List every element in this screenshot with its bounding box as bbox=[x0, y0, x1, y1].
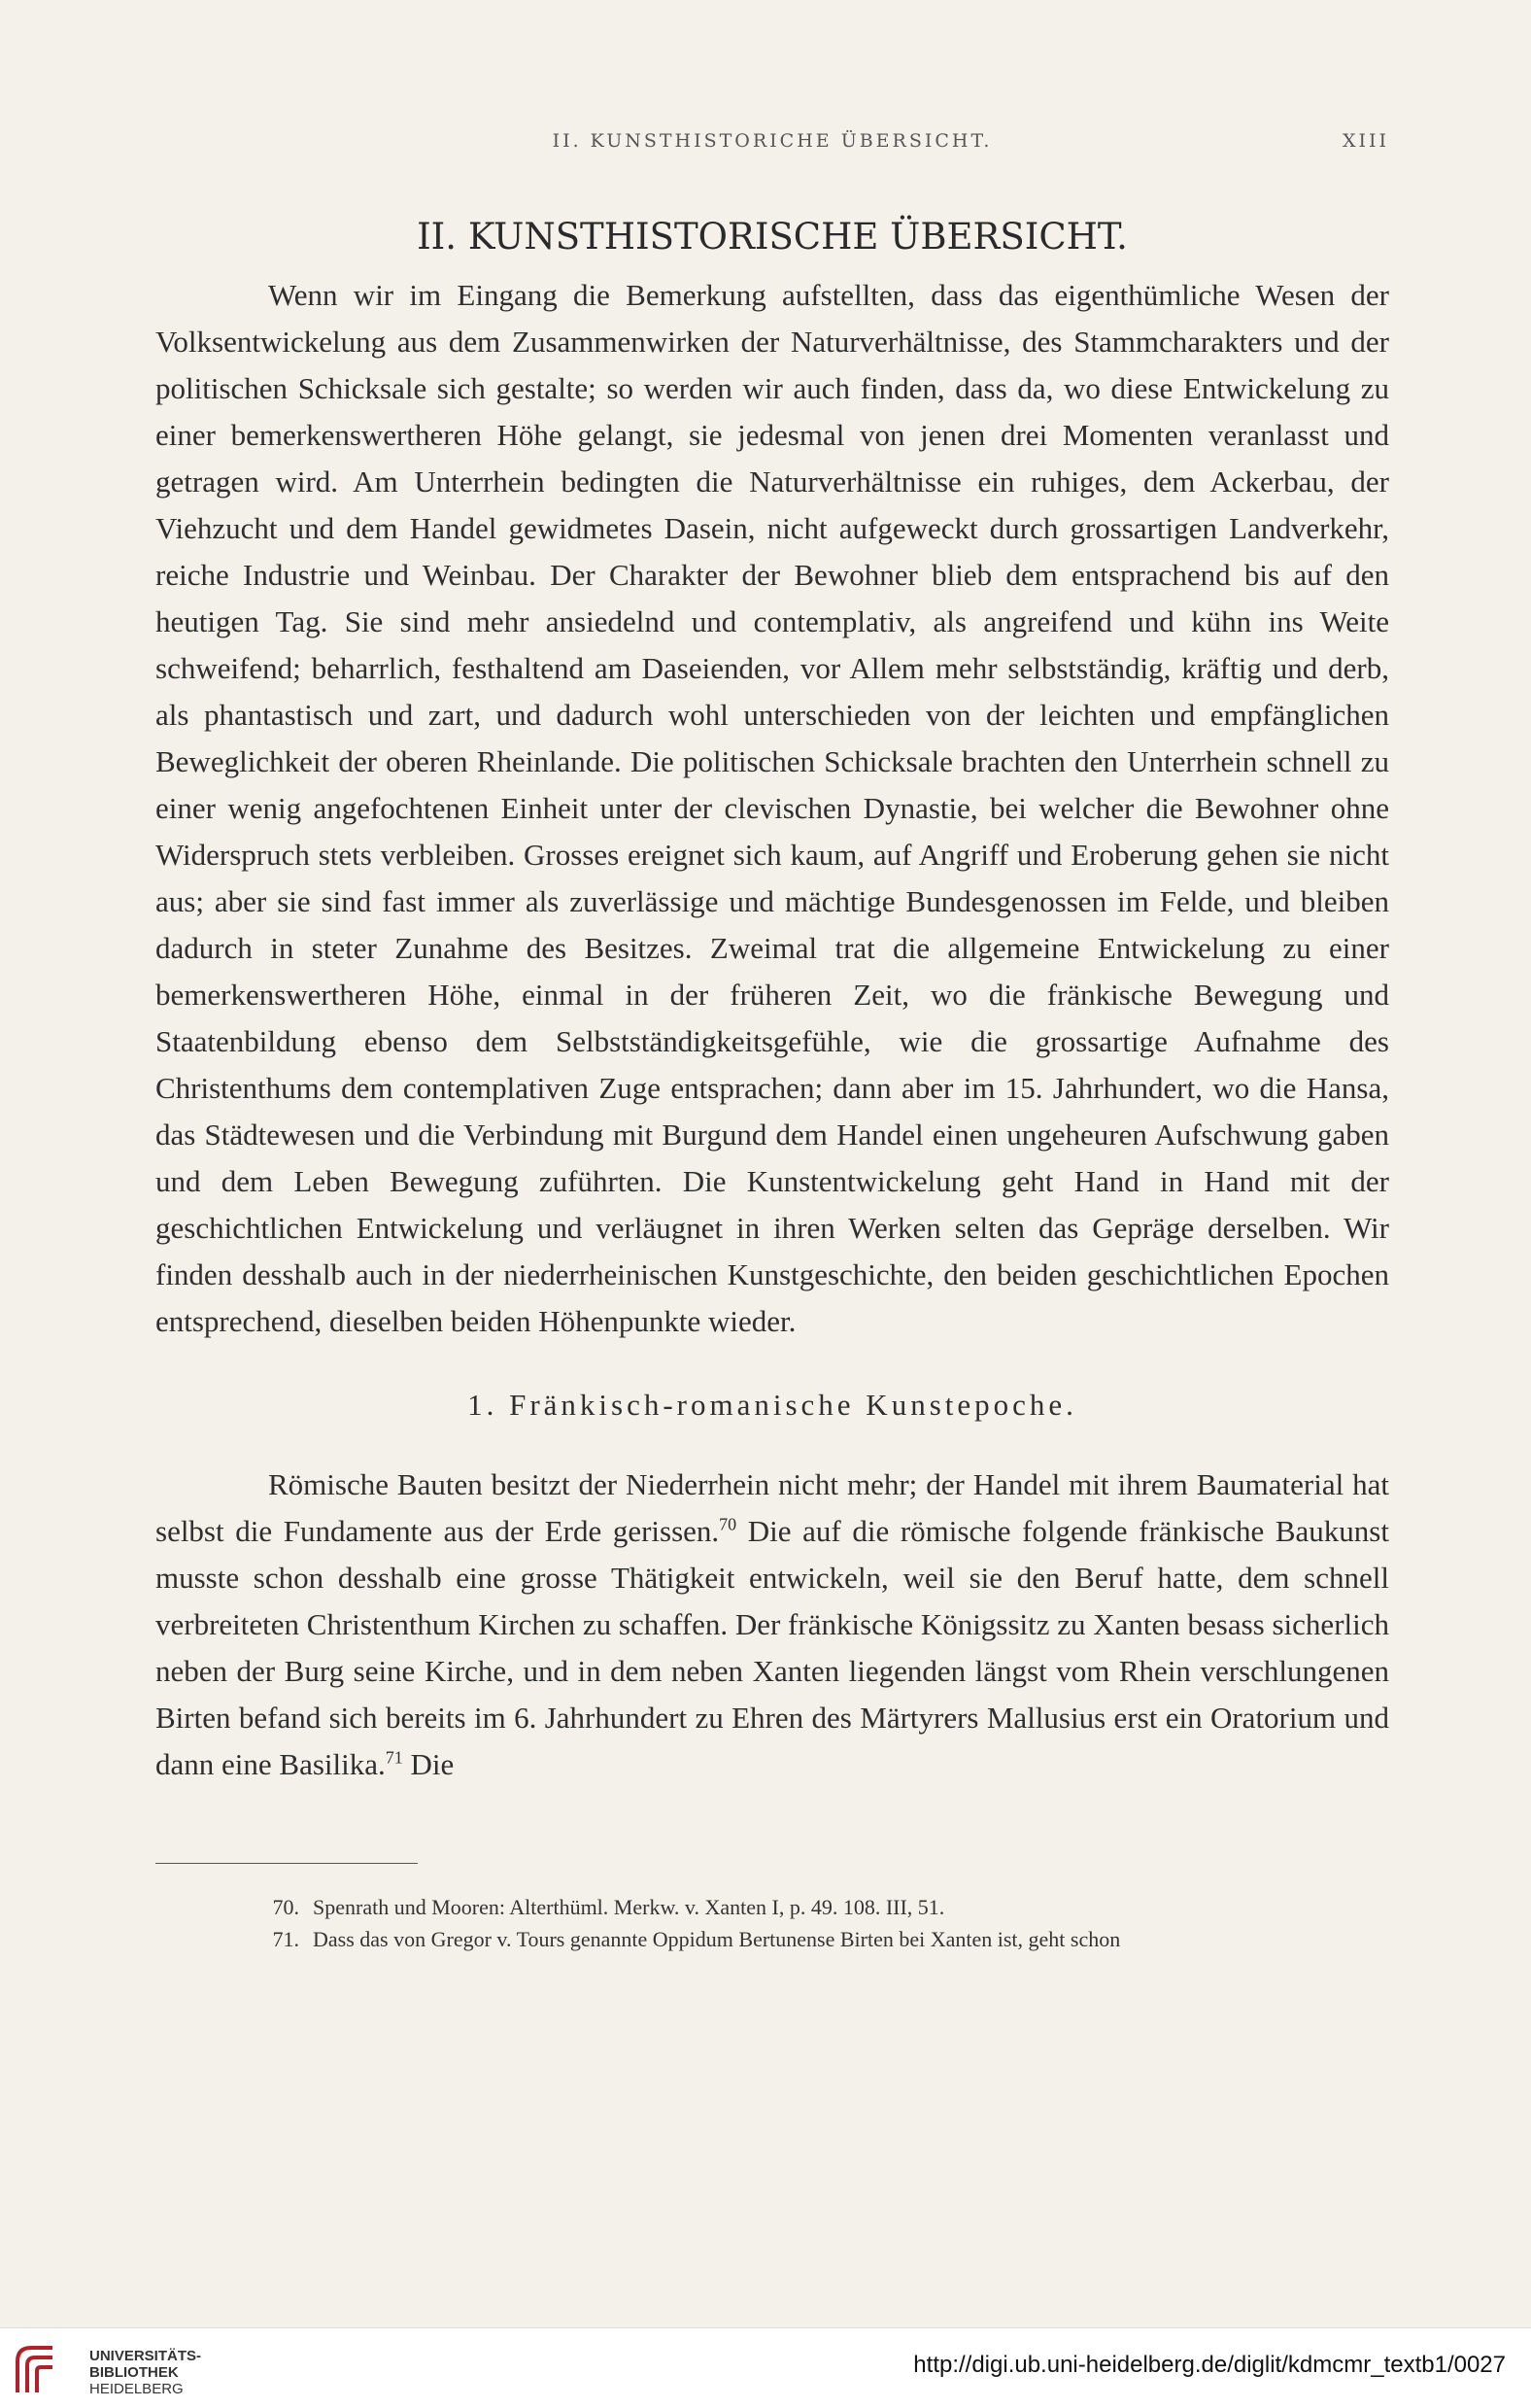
permalink-url[interactable]: http://digi.ub.uni-heidelberg.de/diglit/kdmcmr_textb1/0027 bbox=[913, 2352, 1506, 2378]
footnote bbox=[249, 1891, 1389, 1923]
footnote-ref[interactable]: 71 bbox=[385, 1747, 403, 1768]
paragraph-text: Die bbox=[402, 1747, 455, 1781]
footnotes bbox=[155, 1891, 1389, 1955]
footnote-number: 70. bbox=[272, 1895, 299, 1919]
library-logo-icon bbox=[14, 2342, 84, 2396]
library-name-line: HEIDELBERG bbox=[89, 2381, 184, 2397]
library-name-line: BIBLIOTHEK bbox=[89, 2364, 179, 2381]
paragraph-text: Römische Bauten besitzt der Niederrhein nicht mehr; der Handel mit ihrem Baumaterial hat selbst die Fundamente aus der Erde gerissen. bbox=[155, 1467, 1389, 1548]
paragraph: Wenn wir im Eingang die Bemerkung aufstellten, dass das eigenthümliche Wesen der Volksentwickelung aus dem Zusammenwirken der Naturverhältnisse, des Stammcharakters und der politischen Schicksale sich gestalte; so werden wir auch finden, dass da, wo diese Entwickelung zu einer bemerkenswertheren Höhe gelangt, sie jedesmal von jenen drei Momenten veranlasst und getragen wird. Am Unterrhein bedingten die Naturverhältnisse ein ruhiges, dem Ackerbau, der Viehzucht und dem Handel gewidmetes Dasein, nicht aufgeweckt durch grossartigen Landverkehr, reiche Industrie und Weinbau. Der Charakter der Bewohner blieb dem entsprachend bis auf den heutigen Tag. Sie sind mehr ansiedelnd und contemplativ, als angreifend und kühn ins Weite schweifend; beharrlich, festhaltend am Daseienden, vor Allem mehr selbstständig, kräftig und derb, als phantastisch und zart, und dadurch wohl unterschieden von der leichten und empfänglichen Beweglichkeit der oberen Rheinlande. Die politischen Schicksale brachten den Unterrhein schnell zu einer wenig angefochtenen Einheit unter der clevischen Dynastie, bei welcher die Bewohner ohne Widerspruch stets verbleiben. Grosses ereignet sich kaum, auf Angriff und Eroberung gehen sie nicht aus; aber sie sind fast immer als zuverlässige und mächtige Bundesgenossen im Felde, und bleiben dadurch in steter Zunahme des Besitzes. Zweimal trat die allgemeine Entwickelung zu einer bemerkenswertheren Höhe, einmal in der früheren Zeit, wo die fränkische Bewegung und Staatenbildung ebenso dem Selbstständigkeitsgefühle, wie die grossartige Aufnahme des Christenthums dem contemplativen Zuge entsprachen; dann aber im 15. Jahrhundert, wo die Hansa, das Städtewesen und die Verbindung mit Burgund dem Handel einen ungeheuren Aufschwung gaben und dem Leben Bewegung zuführten. Die Kunstentwickelung geht Hand in Hand mit der geschichtlichen Entwickelung und verläugnet in ihren Werken selten das Gepräge derselben. Wir finden desshalb auch in der niederrheinischen Kunstgeschichte, den beiden geschichtlichen Epochen entsprechend, dieselben beiden Höhenpunkte wieder. bbox=[155, 278, 1389, 1338]
page-number: XIII bbox=[1342, 130, 1389, 152]
footnote-ref[interactable]: 70 bbox=[719, 1514, 737, 1534]
paragraph bbox=[155, 1462, 1389, 1788]
footnote-divider bbox=[155, 1863, 418, 1864]
section-title: 1. Fränkisch-romanische Kunstepoche. bbox=[467, 1388, 1077, 1422]
library-name-line: UNIVERSITÄTS- bbox=[89, 2348, 202, 2364]
library-name bbox=[89, 2348, 201, 2397]
running-head-title: II. KUNSTHISTORICHE ÜBERSICHT. bbox=[552, 130, 993, 152]
footnote-text: Dass das von Gregor v. Tours genannte Oppidum Bertunense Birten bei Xanten ist, geht schon bbox=[313, 1927, 1121, 1951]
paragraph-text: Die auf die römische folgende fränkische Baukunst musste schon desshalb eine grosse Thätigkeit entwickeln, weil sie den Beruf hatte, dem schnell verbreiteten Christenthum Kirchen zu schaffen. Der fränkische Königssitz zu Xanten besass sicherlich neben der Burg seine Kirche, und in dem neben Xanten liegenden längst vom Rhein verschlungenen Birten befand sich bereits im 6. Jahrhundert zu Ehren des Märtyrers Mallusius erst ein Oratorium und dann eine Basilika. bbox=[155, 1514, 1390, 1781]
footnote-number: 71. bbox=[272, 1927, 299, 1951]
body-text bbox=[155, 272, 1389, 1788]
footnote-text: Spenrath und Mooren: Alterthüml. Merkw. v. Xanten I, p. 49. 108. III, 51. bbox=[313, 1895, 945, 1919]
footnote bbox=[249, 1923, 1389, 1955]
chapter-title: II. KUNSTHISTORISCHE ÜBERSICHT. bbox=[417, 216, 1128, 258]
